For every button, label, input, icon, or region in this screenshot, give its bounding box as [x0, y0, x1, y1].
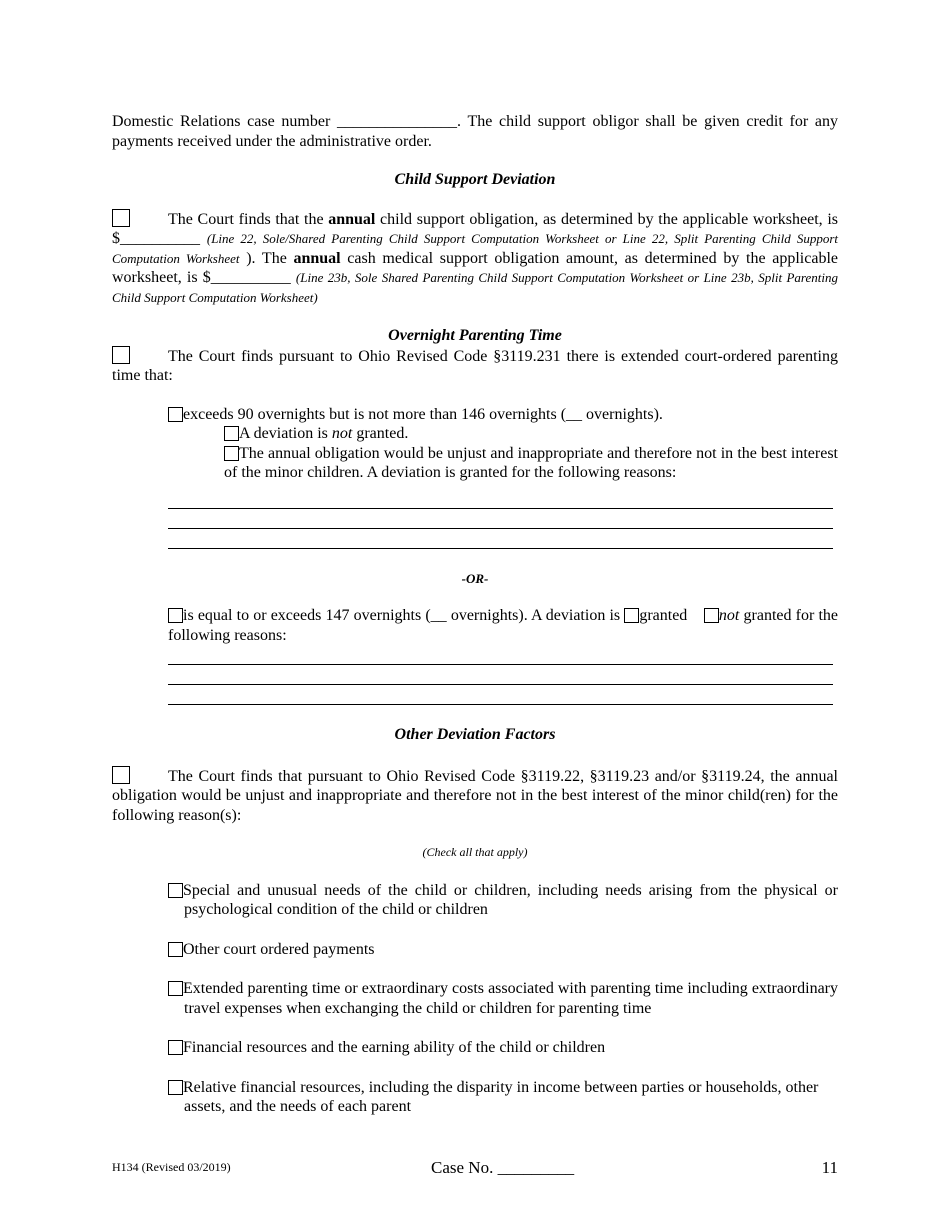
option-147-checkbox[interactable]: [168, 608, 183, 623]
overnight-option-1a: [112, 424, 838, 444]
deviation-text-1: The Court finds that the: [168, 210, 329, 228]
other-intro: [112, 766, 838, 826]
section-heading-other-deviation-factors: Other Deviation Factors: [394, 726, 556, 743]
deviation-paragraph: [112, 209, 838, 308]
reason-line[interactable]: [168, 548, 833, 549]
section-heading-child-support-deviation: Child Support Deviation: [394, 171, 556, 188]
option-147-not-granted-checkbox[interactable]: [704, 608, 719, 623]
factor-item-text: Relative financial resources, including the disparity in income between parties or households, other assets, and the needs of each parent: [183, 1078, 819, 1115]
deviation-not-granted-checkbox[interactable]: [224, 426, 239, 441]
deviation-text-2: child support obligation, as determined by the applicable worksheet, is $__________: [112, 210, 839, 247]
overnight-option-1b: [112, 444, 838, 483]
option-90-146-text: exceeds 90 overnights but is not more than 146 overnights (__ overnights).: [183, 405, 663, 423]
document-page: [112, 112, 838, 1117]
reason-line[interactable]: [168, 704, 833, 705]
factor-item: [168, 1038, 838, 1058]
reason-lines-1: [168, 508, 833, 549]
factor-court-payments-checkbox[interactable]: [168, 942, 183, 957]
other-deviation-checkbox[interactable]: [112, 766, 130, 784]
factor-item: [168, 881, 838, 920]
deviation-bold-annual-1: annual: [328, 210, 376, 228]
option-147-text-post: granted for the following reasons:: [168, 607, 838, 644]
factor-item: [168, 1078, 838, 1117]
deviation-checkbox[interactable]: [112, 209, 130, 227]
factor-list: [112, 881, 838, 1117]
factor-item-text: Special and unusual needs of the child or children, including needs arising from the physical or psychological condition of the child or children: [183, 881, 838, 918]
factor-financial-resources-checkbox[interactable]: [168, 1040, 183, 1055]
reason-line[interactable]: [168, 684, 833, 685]
page-number: 11: [821, 1158, 838, 1177]
factor-item-text: Financial resources and the earning ability of the child or children: [183, 1039, 606, 1056]
overnight-intro-text: The Court finds pursuant to Ohio Revised Code §3119.231 there is extended court-ordered parenting time that:: [112, 347, 838, 384]
deviation-text-4: cash medical support obligation amount, as determined by the applicable worksheet, is $__________: [112, 249, 838, 286]
factor-extended-parenting-checkbox[interactable]: [168, 981, 183, 996]
reason-line[interactable]: [168, 664, 833, 665]
option-147-granted-checkbox[interactable]: [624, 608, 639, 623]
deviation-line23b-note: (Line 23b, Sole Shared Parenting Child Support Computation Worksheet or Line 23b, Split Parenting Child Support Computation Worksheet): [112, 270, 838, 305]
form-id: H134 (Revised 03/2019): [112, 1160, 231, 1174]
overnight-intro: [112, 346, 838, 386]
deviation-granted-unjust-text: The annual obligation would be unjust and inappropriate and therefore not in the best interest of the minor children. A deviation is granted for the following reasons:: [224, 444, 838, 481]
deviation-not-granted-text-pre: A deviation is: [239, 425, 332, 442]
factor-item: [168, 940, 838, 960]
option-90-146-checkbox[interactable]: [168, 407, 183, 422]
option-147-granted-label: granted: [639, 607, 688, 624]
deviation-granted-unjust-checkbox[interactable]: [224, 446, 239, 461]
factor-item: [168, 979, 838, 1018]
overnight-option-1: [112, 405, 838, 425]
overnight-checkbox[interactable]: [112, 346, 130, 364]
section-heading-overnight-parenting-time: Overnight Parenting Time: [388, 327, 562, 344]
factor-item-text: Extended parenting time or extraordinary costs associated with parenting time including extraordinary travel expenses when exchanging the child or children for parenting time: [183, 980, 838, 1017]
deviation-not-granted-not: not: [331, 425, 353, 442]
reason-lines-2: [168, 664, 833, 705]
other-intro-text: The Court finds that pursuant to Ohio Revised Code §3119.22, §3119.23 and/or §3119.24, the annual obligation would be unjust and inappropriate and therefore not in the best interest of the minor child(ren) for the following reason(s):: [112, 767, 838, 824]
option-147-not-label: not: [718, 607, 740, 624]
factor-relative-financial-checkbox[interactable]: [168, 1080, 183, 1095]
overnight-option-2: [112, 606, 838, 645]
reason-line[interactable]: [168, 508, 833, 509]
intro-paragraph: Domestic Relations case number _______________. The child support obligor shall be given credit for any payments received under the administrative order.: [112, 113, 838, 150]
option-147-text: is equal to or exceeds 147 overnights (__ overnights). A deviation is: [183, 607, 625, 624]
deviation-line22-note: (Line 22, Sole/Shared Parenting Child Support Computation Worksheet or Line 22, Split Parenting Child Support Computation Worksheet: [112, 231, 839, 266]
factor-special-needs-checkbox[interactable]: [168, 883, 183, 898]
reason-line[interactable]: [168, 528, 833, 529]
factor-item-text: Other court ordered payments: [183, 940, 375, 958]
deviation-text-3: ). The: [239, 249, 294, 267]
case-number: Case No. _________: [431, 1158, 575, 1177]
deviation-not-granted-text-post: granted.: [352, 425, 409, 442]
or-separator: -OR-: [461, 570, 489, 586]
deviation-bold-annual-2: annual: [293, 249, 341, 267]
check-all-note: (Check all that apply): [422, 845, 528, 859]
